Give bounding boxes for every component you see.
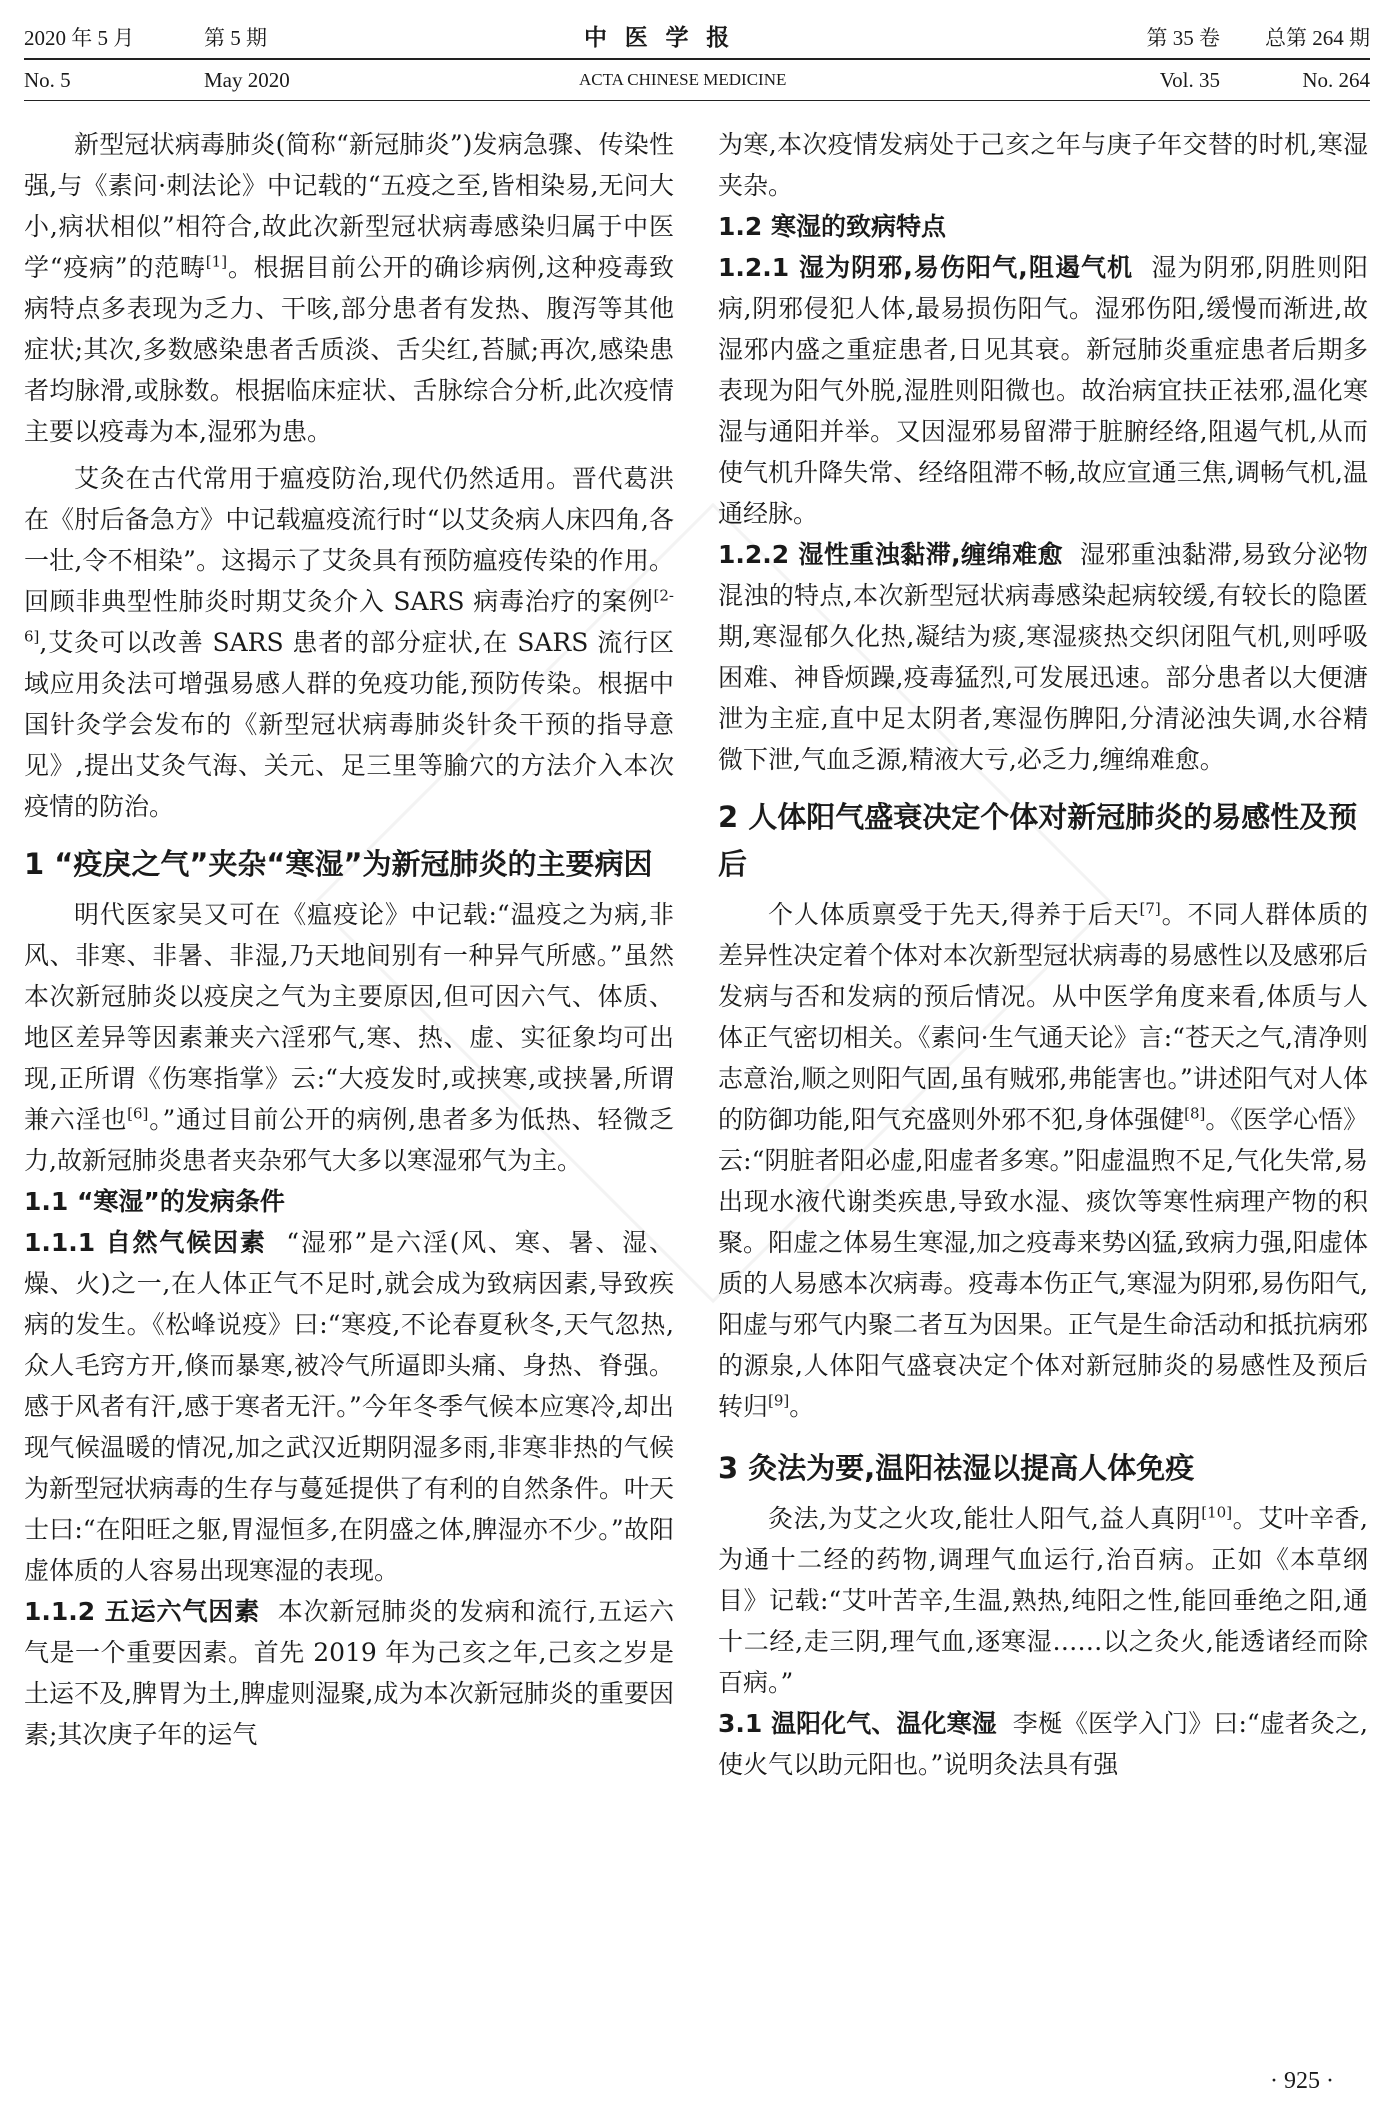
paragraph: 明代医家吴又可在《瘟疫论》中记载:“温疫之为病,非风、非寒、非暑、非湿,乃天地间别有一种异气所感。”虽然本次新冠肺炎以疫戾之气为主要原因,但可因六气、体质、地区差异等因素兼夹六淫邪气,寒、热、虚、实征象均可出现,正所谓《伤寒指掌》云:“大疫发时,或挟寒,或挟暑,所谓兼六淫也[6]。”通过目前公开的病例,患者多为低热、轻微乏力,故新冠肺炎患者夹杂邪气大多以寒湿邪气为主。	[24, 900, 674, 1175]
subsection-heading-1-2: 1.2 寒湿的致病特点	[718, 212, 946, 241]
paragraph: 1.2.2 湿性重浊黏滞,缠绵难愈 湿邪重浊黏滞,易致分泌物混浊的特点,本次新型冠状病毒感染起病较缓,有较长的隐匿期,寒湿郁久化热,凝结为痰,寒湿痰热交织闭阻气机,则呼吸困难、神昏烦躁,疫毒猛烈,可发展迅速。部分患者以大便溏泄为主症,直中足太阴者,寒湿伤脾阳,分清泌浊失调,水谷精微下泄,气血乏源,精液大亏,必乏力,缠绵难愈。	[718, 540, 1368, 774]
header-rule-2	[24, 100, 1370, 101]
header-rule	[24, 58, 1370, 60]
section-heading-1: 1 “疫戾之气”夹杂“寒湿”为新冠肺炎的主要病因	[24, 847, 653, 881]
page-number: · 925 ·	[1270, 2068, 1334, 2094]
paragraph: 为寒,本次疫情发病处于己亥之年与庚子年交替的时机,寒湿夹杂。	[718, 130, 1368, 200]
header-issue: 第 5 期	[204, 26, 267, 50]
paragraph: 新型冠状病毒肺炎(简称“新冠肺炎”)发病急骤、传染性强,与《素问·刺法论》中记载的“五疫之至,皆相染易,无问大小,病状相似”相符合,故此次新型冠状病毒感染归属于中医学“疫病”的范畴[1]。根据目前公开的确诊病例,这种疫毒致病特点多表现为乏力、干咳,部分患者有发热、腹泻等其他症状;其次,多数感染患者舌质淡、舌尖红,苔腻;再次,感染患者均脉滑,或脉数。根据临床症状、舌脉综合分析,此次疫情主要以疫毒为本,湿邪为患。	[24, 130, 675, 446]
header-total: 总第 264 期	[1265, 26, 1370, 50]
right-column	[718, 124, 1368, 1785]
journal-title-cn: 中 医 学 报	[584, 25, 736, 50]
running-header-bottom	[24, 66, 1370, 96]
paragraph: 3.1 温阳化气、温化寒湿 李梴《医学入门》曰:“虚者灸之,使火气以助元阳也。”说明灸法具有强	[718, 1709, 1368, 1779]
paragraph: 灸法,为艾之火攻,能壮人阳气,益人真阴[10]。艾叶辛香,为通十二经的药物,调理气血运行,治百病。正如《本草纲目》记载:“艾叶苦辛,生温,熟热,纯阳之性,能回垂绝之阳,通十二经,走三阴,理气血,逐寒湿……以之灸火,能透诸经而除百病。”	[718, 1503, 1369, 1697]
header-no-en: No. 264	[1302, 68, 1370, 92]
paragraph: 1.2.1 湿为阴邪,易伤阳气,阻遏气机 湿为阴邪,阴胜则阳病,阴邪侵犯人体,最易损伤阳气。湿邪伤阳,缓慢而渐进,故湿邪内盛之重症患者,日见其衰。新冠肺炎重症患者后期多表现为阳气外脱,湿胜则阳微也。故治病宜扶正祛邪,温化寒湿与通阳并举。又因湿邪易留滞于脏腑经络,阻遏气机,从而使气机升降失常、经络阻滞不畅,故应宣通三焦,调畅气机,温通经脉。	[718, 253, 1368, 528]
journal-title-en: ACTA CHINESE MEDICINE	[579, 70, 787, 89]
header-no: No. 5	[24, 68, 71, 92]
paragraph: 1.1.2 五运六气因素 本次新冠肺炎的发病和流行,五运六气是一个重要因素。首先 2019 年为己亥之年,己亥之岁是土运不及,脾胃为土,脾虚则湿聚,成为本次新冠肺炎的重要因素;其次庚子年的运气	[24, 1597, 674, 1749]
running-header-top	[24, 24, 1370, 54]
paragraph: 艾灸在古代常用于瘟疫防治,现代仍然适用。晋代葛洪在《肘后备急方》中记载瘟疫流行时“以艾灸病人床四角,各一壮,令不相染”。这揭示了艾灸具有预防瘟疫传染的作用。回顾非典型性肺炎时期艾灸介入 SARS 病毒治疗的案例[2-6],艾灸可以改善 SARS 患者的部分症状,在 SARS 流行区域应用灸法可增强易感人群的免疫功能,预防传染。根据中国针灸学会发布的《新型冠状病毒肺炎针灸干预的指导意见》,提出艾灸气海、关元、足三里等腧穴的方法介入本次疫情的防治。	[24, 464, 674, 821]
paragraph: 1.1.1 自然气候因素 “湿邪”是六淫(风、寒、暑、湿、燥、火)之一,在人体正气不足时,就会成为致病因素,导致疾病的发生。《松峰说疫》曰:“寒疫,不论春夏秋冬,天气忽热,众人毛窍方开,倏而暴寒,被冷气所逼即头痛、身热、脊强。感于风者有汗,感于寒者无汗。”今年冬季气候本应寒冷,却出现气候温暖的情况,加之武汉近期阴湿多雨,非寒非热的气候为新型冠状病毒的生存与蔓延提供了有利的自然条件。叶天士曰:“在阳旺之躯,胃湿恒多,在阴盛之体,脾湿亦不少。”故阳虚体质的人容易出现寒湿的表现。	[24, 1228, 675, 1585]
header-date: 2020 年 5 月	[24, 26, 135, 50]
left-column	[24, 124, 674, 1755]
subsection-heading-1-1: 1.1 “寒湿”的发病条件	[24, 1187, 285, 1216]
paragraph: 个人体质禀受于先天,得养于后天[7]。不同人群体质的差异性决定着个体对本次新型冠状病毒的易感性以及感邪后发病与否和发病的预后情况。从中医学角度来看,体质与人体正气密切相关。《素问·生气通天论》言:“苍天之气,清净则志意治,顺之则阳气固,虽有贼邪,弗能害也。”讲述阳气对人体的防御功能,阳气充盛则外邪不犯,身体强健[8]。《医学心悟》云:“阴脏者阳必虚,阳虚者多寒。”阳虚温煦不足,气化失常,易出现水液代谢类疾患,导致水湿、痰饮等寒性病理产物的积聚。阳虚之体易生寒湿,加之疫毒来势凶猛,致病力强,阳虚体质的人易感本次病毒。疫毒本伤正气,寒湿为阴邪,易伤阳气,阳虚与邪气内聚二者互为因果。正气是生命活动和抵抗病邪的源泉,人体阳气盛衰决定个体对新冠肺炎的易感性及预后转归[9]。	[718, 899, 1369, 1421]
header-volume: 第 35 卷	[1146, 26, 1220, 50]
section-heading-2: 2 人体阳气盛衰决定个体对新冠肺炎的易感性及预后	[718, 800, 1358, 881]
section-heading-3: 3 灸法为要,温阳祛湿以提高人体免疫	[718, 1451, 1195, 1485]
header-vol-en: Vol. 35	[1159, 68, 1220, 92]
header-month: May 2020	[204, 68, 290, 92]
